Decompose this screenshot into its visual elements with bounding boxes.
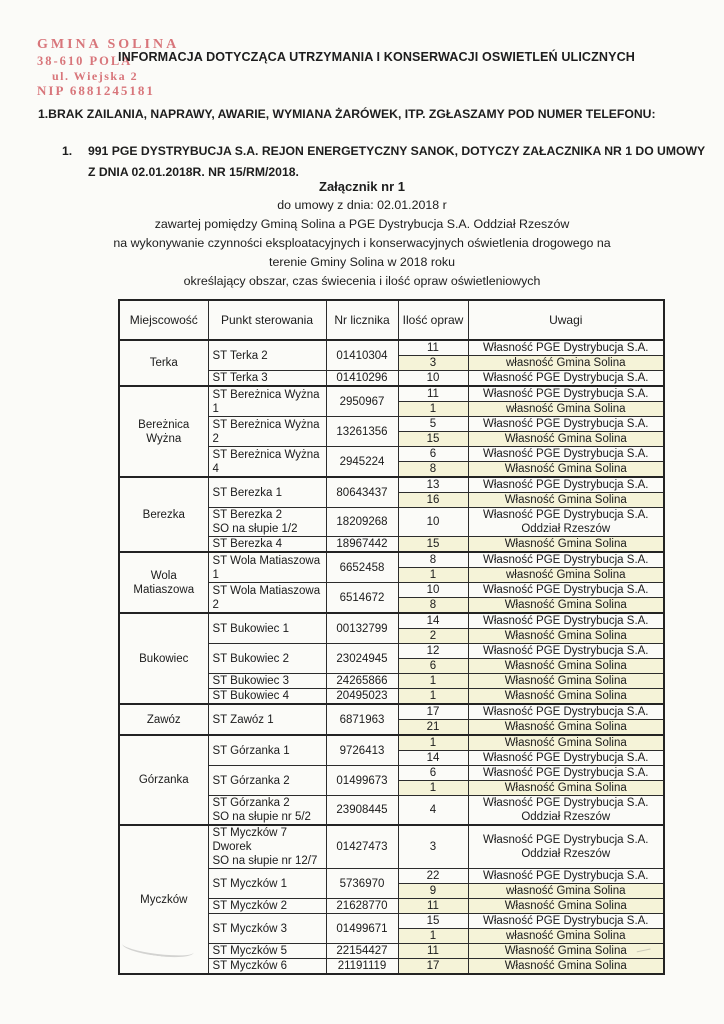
header-miejscowosc: Miejscowość — [119, 300, 208, 340]
meter-number-cell: 5736970 — [326, 869, 398, 899]
remark-cell: Własność PGE Dystrybucja S.A. — [468, 447, 664, 462]
fixture-count-cell: 10 — [398, 583, 468, 598]
table-row — [119, 825, 664, 869]
table-row — [119, 340, 664, 356]
municipality-stamp — [37, 38, 179, 98]
fixture-count-cell: 8 — [398, 552, 468, 568]
remark-cell: własność Gmina Solina — [468, 884, 664, 899]
notice-paragraph: 1.BRAK ZAILANIA, NAPRAWY, AWARIE, WYMIANA ŻARÓWEK, ITP. ZGŁASZAMY POD NUMER TELEFONU: — [38, 107, 656, 121]
control-point-cell: ST Myczków 1 — [208, 869, 326, 899]
fixture-count-cell: 5 — [398, 417, 468, 432]
remark-cell: Własność Gmina Solina — [468, 659, 664, 674]
remark-cell: Własność Gmina Solina — [468, 781, 664, 796]
fixture-count-cell: 15 — [398, 914, 468, 929]
table-header-row — [119, 300, 664, 340]
remark-cell: Własność PGE Dystrybucja S.A. — [468, 704, 664, 720]
fixture-count-cell: 6 — [398, 766, 468, 781]
fixture-count-cell: 21 — [398, 720, 468, 736]
remark-cell: własność Gmina Solina — [468, 402, 664, 417]
meter-number-cell: 01410304 — [326, 340, 398, 371]
remark-cell: Własność PGE Dystrybucja S.A. — [468, 371, 664, 387]
remark-cell: Własność Gmina Solina — [468, 959, 664, 975]
place-cell: Berezka — [119, 477, 208, 552]
remark-cell: Własność PGE Dystrybucja S.A. — [468, 766, 664, 781]
remark-cell: Własność PGE Dystrybucja S.A. — [468, 914, 664, 929]
fixture-count-cell: 6 — [398, 659, 468, 674]
header-nr-licznika: Nr licznika — [326, 300, 398, 340]
remark-cell: Własność Gmina Solina — [468, 462, 664, 478]
meter-number-cell: 6871963 — [326, 704, 398, 735]
control-point-cell: ST Bukowiec 4 — [208, 689, 326, 705]
remark-cell: Własność PGE Dystrybucja S.A. — [468, 644, 664, 659]
attachment-block — [0, 177, 724, 291]
control-point-cell: ST Górzanka 2 — [208, 766, 326, 796]
fixture-count-cell: 3 — [398, 356, 468, 371]
fixture-count-cell: 1 — [398, 402, 468, 417]
control-point-cell: ST Wola Matiaszowa 1 — [208, 552, 326, 583]
control-point-cell: ST Bereżnica Wyżna 4 — [208, 447, 326, 478]
fixture-count-cell: 14 — [398, 751, 468, 766]
control-point-cell: ST Berezka 2 SO na słupie 1/2 — [208, 508, 326, 537]
place-cell: Zawóz — [119, 704, 208, 735]
item-number: 1. — [62, 144, 73, 158]
remark-cell: Własność Gmina Solina — [468, 689, 664, 705]
lighting-table — [118, 299, 665, 975]
control-point-cell: ST Bukowiec 2 — [208, 644, 326, 674]
control-point-cell: ST Berezka 4 — [208, 537, 326, 553]
meter-number-cell: 20495023 — [326, 689, 398, 705]
stamp-nip: NIP 6881245181 — [37, 83, 155, 98]
control-point-cell: ST Berezka 1 — [208, 477, 326, 508]
remark-cell: Własność Gmina Solina — [468, 674, 664, 689]
meter-number-cell: 23908445 — [326, 796, 398, 826]
control-point-cell: ST Zawóz 1 — [208, 704, 326, 735]
meter-number-cell: 22154427 — [326, 944, 398, 959]
header-punkt-sterowania: Punkt sterowania — [208, 300, 326, 340]
remark-cell: Własność PGE Dystrybucja S.A. — [468, 417, 664, 432]
meter-number-cell: 00132799 — [326, 613, 398, 644]
stamp-name: GMINA SOLINA — [37, 37, 180, 52]
remark-cell: Własność Gmina Solina — [468, 899, 664, 914]
remark-cell: Własność PGE Dystrybucja S.A. — [468, 869, 664, 884]
fixture-count-cell: 1 — [398, 929, 468, 944]
lighting-table-body — [119, 340, 664, 974]
fixture-count-cell: 11 — [398, 944, 468, 959]
fixture-count-cell: 17 — [398, 704, 468, 720]
meter-number-cell: 01427473 — [326, 825, 398, 869]
place-cell: Bereżnica Wyżna — [119, 386, 208, 477]
meter-number-cell: 01499671 — [326, 914, 398, 944]
attachment-heading: Załącznik nr 1 — [319, 179, 405, 194]
place-cell: Terka — [119, 340, 208, 386]
control-point-cell: ST Terka 2 — [208, 340, 326, 371]
meter-number-cell: 24265866 — [326, 674, 398, 689]
item-text-line1: 991 PGE DYSTRYBUCJA S.A. REJON ENERGETYCZNY SANOK, DOTYCZY ZAŁACZNIKA NR 1 DO UMOWY — [88, 144, 706, 158]
remark-cell: Własność Gmina Solina — [468, 598, 664, 614]
remark-cell: Własność PGE Dystrybucja S.A. — [468, 386, 664, 402]
header-ilosc-opraw: Ilość opraw — [398, 300, 468, 340]
control-point-cell: ST Bereżnica Wyżna 1 — [208, 386, 326, 417]
meter-number-cell: 2950967 — [326, 386, 398, 417]
meter-number-cell: 13261356 — [326, 417, 398, 447]
control-point-cell: ST Bukowiec 3 — [208, 674, 326, 689]
place-cell: Myczków — [119, 825, 208, 974]
fixture-count-cell: 22 — [398, 869, 468, 884]
fixture-count-cell: 16 — [398, 493, 468, 508]
table-row — [119, 386, 664, 402]
stamp-address-line1: 38-610 POLA — [37, 54, 133, 68]
meter-number-cell: 6652458 — [326, 552, 398, 583]
meter-number-cell: 21191119 — [326, 959, 398, 975]
control-point-cell: ST Myczków 3 — [208, 914, 326, 944]
place-cell: Bukowiec — [119, 613, 208, 704]
attachment-line2: zawartej pomiędzy Gminą Solina a PGE Dystrybucja S.A. Oddział Rzeszów — [154, 217, 570, 231]
remark-cell: Własność Gmina Solina — [468, 537, 664, 553]
remark-cell: Własność PGE Dystrybucja S.A. — [468, 583, 664, 598]
meter-number-cell: 2945224 — [326, 447, 398, 478]
remark-cell: Własność PGE Dystrybucja S.A. Oddział Rzeszów — [468, 825, 664, 869]
fixture-count-cell: 1 — [398, 781, 468, 796]
fixture-count-cell: 12 — [398, 644, 468, 659]
place-cell: Górzanka — [119, 735, 208, 825]
table-row — [119, 477, 664, 493]
remark-cell: własność Gmina Solina — [468, 356, 664, 371]
attachment-line3: na wykonywanie czynności eksploatacyjnych i konserwacyjnych oświetlenia drogowego na — [113, 236, 611, 250]
control-point-cell: ST Terka 3 — [208, 371, 326, 387]
fixture-count-cell: 3 — [398, 825, 468, 869]
table-row — [119, 704, 664, 720]
remark-cell: Własność Gmina Solina — [468, 493, 664, 508]
control-point-cell: ST Wola Matiaszowa 2 — [208, 583, 326, 614]
remark-cell: Własność PGE Dystrybucja S.A. — [468, 477, 664, 493]
meter-number-cell: 21628770 — [326, 899, 398, 914]
fixture-count-cell: 11 — [398, 386, 468, 402]
remark-cell: własność Gmina Solina — [468, 568, 664, 583]
attachment-line1: do umowy z dnia: 02.01.2018 r — [277, 198, 447, 212]
fixture-count-cell: 1 — [398, 735, 468, 751]
fixture-count-cell: 15 — [398, 432, 468, 447]
remark-cell: Własność Gmina Solina — [468, 629, 664, 644]
fixture-count-cell: 1 — [398, 568, 468, 583]
header-uwagi: Uwagi — [468, 300, 664, 340]
meter-number-cell: 9726413 — [326, 735, 398, 766]
meter-number-cell: 01499673 — [326, 766, 398, 796]
remark-cell: Własność PGE Dystrybucja S.A. — [468, 340, 664, 356]
fixture-count-cell: 6 — [398, 447, 468, 462]
fixture-count-cell: 11 — [398, 899, 468, 914]
remark-cell: Własność Gmina Solina — [468, 720, 664, 736]
table-row — [119, 552, 664, 568]
table-row — [119, 613, 664, 629]
stamp-address-line2: ul. Wiejska 2 — [52, 69, 139, 83]
remark-cell: Własność PGE Dystrybucja S.A. Oddział Rzeszów — [468, 796, 664, 826]
meter-number-cell: 23024945 — [326, 644, 398, 674]
meter-number-cell: 18967442 — [326, 537, 398, 553]
meter-number-cell: 18209268 — [326, 508, 398, 537]
attachment-line5: określający obszar, czas świecenia i ilość opraw oświetleniowych — [183, 274, 541, 288]
remark-cell: Własność Gmina Solina — [468, 735, 664, 751]
fixture-count-cell: 11 — [398, 340, 468, 356]
fixture-count-cell: 1 — [398, 674, 468, 689]
remark-cell: własność Gmina Solina — [468, 929, 664, 944]
fixture-count-cell: 8 — [398, 598, 468, 614]
fixture-count-cell: 14 — [398, 613, 468, 629]
meter-number-cell: 6514672 — [326, 583, 398, 614]
control-point-cell: ST Myczków 7 Dworek SO na słupie nr 12/7 — [208, 825, 326, 869]
fixture-count-cell: 4 — [398, 796, 468, 826]
fixture-count-cell: 13 — [398, 477, 468, 493]
meter-number-cell: 80643437 — [326, 477, 398, 508]
remark-cell: Własność Gmina Solina — [468, 944, 664, 959]
item-text-line2: Z DNIA 02.01.2018R. NR 15/RM/2018. — [88, 165, 299, 179]
attachment-line4: terenie Gminy Solina w 2018 roku — [269, 255, 455, 269]
fixture-count-cell: 10 — [398, 371, 468, 387]
control-point-cell: ST Górzanka 1 — [208, 735, 326, 766]
table-row — [119, 735, 664, 751]
control-point-cell: ST Bukowiec 1 — [208, 613, 326, 644]
control-point-cell: ST Myczków 5 — [208, 944, 326, 959]
remark-cell: Własność PGE Dystrybucja S.A. Oddział Rzeszów — [468, 508, 664, 537]
document-title: INFORMACJA DOTYCZĄCA UTRZYMANIA I KONSERWACJI OSWIETLEŃ ULICZNYCH — [118, 50, 636, 64]
control-point-cell: ST Myczków 2 — [208, 899, 326, 914]
fixture-count-cell: 9 — [398, 884, 468, 899]
fixture-count-cell: 17 — [398, 959, 468, 975]
fixture-count-cell: 1 — [398, 689, 468, 705]
control-point-cell: ST Bereżnica Wyżna 2 — [208, 417, 326, 447]
fixture-count-cell: 15 — [398, 537, 468, 553]
meter-number-cell: 01410296 — [326, 371, 398, 387]
remark-cell: Własność Gmina Solina — [468, 432, 664, 447]
control-point-cell: ST Górzanka 2 SO na słupie nr 5/2 — [208, 796, 326, 826]
fixture-count-cell: 8 — [398, 462, 468, 478]
remark-cell: Własność PGE Dystrybucja S.A. — [468, 613, 664, 629]
fixture-count-cell: 2 — [398, 629, 468, 644]
place-cell: Wola Matiaszowa — [119, 552, 208, 613]
remark-cell: Własność PGE Dystrybucja S.A. — [468, 552, 664, 568]
lighting-table-wrap — [118, 299, 665, 975]
fixture-count-cell: 10 — [398, 508, 468, 537]
remark-cell: Własność PGE Dystrybucja S.A. — [468, 751, 664, 766]
control-point-cell: ST Myczków 6 — [208, 959, 326, 975]
